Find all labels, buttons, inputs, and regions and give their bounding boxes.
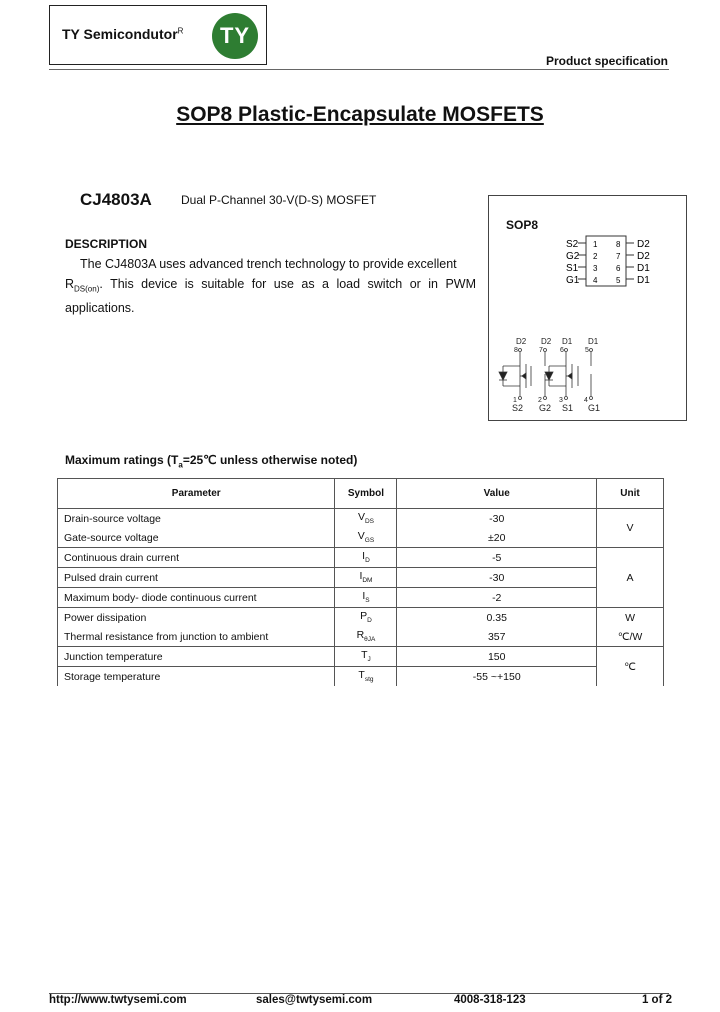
value-cell: -30 [397, 509, 597, 529]
symbol-cell: $R_{\theta JA}$ [335, 627, 397, 647]
symbol-cell: $V_{DS}$ [335, 509, 397, 529]
value-cell: 0.35 [397, 608, 597, 628]
table-header-row [58, 479, 664, 509]
logo-box [49, 5, 267, 65]
value-cell: -30 [397, 568, 597, 588]
description-body [65, 255, 476, 318]
pin-right-name: D2 [637, 251, 650, 262]
param-cell: Power dissipation [58, 608, 335, 628]
symbol-cell: $I_D$ [335, 548, 397, 568]
schem-top-num: 7 [539, 347, 543, 354]
schem-bottom-num: 1 [513, 397, 517, 404]
param-cell: Pulsed drain current [58, 568, 335, 588]
param-cell: Maximum body- diode continuous current [58, 588, 335, 608]
schem-bottom-name: G2 [539, 403, 552, 413]
footer-email-link[interactable]: sales@twtysemi.com [256, 994, 373, 1006]
pin-left-num: 2 [593, 252, 598, 261]
pinout-right [616, 239, 650, 286]
pin-left-name: S2 [566, 239, 579, 250]
ty-logo: TY [212, 13, 258, 59]
value-cell: -5 [397, 548, 597, 568]
schem-top-num: 6 [560, 347, 564, 354]
schem-bottom-num: 2 [538, 397, 542, 404]
value-cell: ±20 [397, 528, 597, 548]
pin-right-num: 8 [616, 240, 621, 249]
unit-cell: A [597, 548, 664, 608]
unit-cell: V [597, 509, 664, 548]
pin-right-name: D1 [637, 263, 650, 274]
symbol-cell: $I_S$ [335, 588, 397, 608]
param-cell: Junction temperature [58, 647, 335, 667]
brand-name: TY Semicondutor$^R$ [62, 26, 184, 42]
table-row [58, 627, 664, 647]
unit-cell: W [597, 608, 664, 628]
pin-left-name: S1 [566, 263, 579, 274]
part-subtitle: Dual P-Channel 30-V(D-S) MOSFET [181, 193, 377, 207]
param-cell: Drain-source voltage [58, 509, 335, 529]
package-diagram [488, 195, 687, 421]
ratings-title: Maximum ratings ($T_a=25℃$ unless otherwise noted) [65, 453, 358, 470]
schem-bottom-name: G1 [588, 403, 601, 413]
table-row [58, 608, 664, 628]
unit-cell: ℃ [597, 647, 664, 687]
footer-phone: 4008-318-123 [454, 994, 526, 1006]
symbol-cell: $T_{stg}$ [335, 667, 397, 687]
pinout-svg [489, 196, 688, 422]
param-cell: Gate-source voltage [58, 528, 335, 548]
package-label: SOP8 [506, 218, 539, 232]
symbol-cell: $T_J$ [335, 647, 397, 667]
part-number: CJ4803A [80, 190, 152, 209]
footer-page-number: 1 of 2 [641, 994, 672, 1006]
footer-website-link[interactable]: http://www.twtysemi.com [49, 994, 187, 1006]
table-row [58, 528, 664, 548]
pin-left-num: 4 [593, 276, 598, 285]
pin-right-num: 6 [616, 264, 621, 273]
param-cell: Continuous drain current [58, 548, 335, 568]
value-cell: 150 [397, 647, 597, 667]
header-symbol: Symbol [335, 479, 397, 509]
header-parameter: Parameter [58, 479, 335, 509]
table-row [58, 667, 664, 687]
pin-left-name: G1 [566, 275, 580, 286]
header-unit: Unit [597, 479, 664, 509]
description-heading: DESCRIPTION [65, 237, 148, 251]
pin-left-num: 3 [593, 264, 598, 273]
schem-bottom-name: S1 [562, 403, 574, 413]
schem-bottom-num: 3 [559, 397, 563, 404]
pin-left-name: G2 [566, 251, 580, 262]
unit-cell: ℃/W [597, 627, 664, 647]
schem-top-name: D1 [588, 337, 599, 346]
schem-top-name: D2 [516, 337, 527, 346]
symbol-cell: $V_{GS}$ [335, 528, 397, 548]
symbol-cell: $P_D$ [335, 608, 397, 628]
table-row [58, 647, 664, 667]
schem-bottom-name: S2 [512, 403, 524, 413]
schem-top-name: D1 [562, 337, 573, 346]
ratings-table [57, 478, 664, 686]
symbol-cell: $I_{DM}$ [335, 568, 397, 588]
pin-right-name: D2 [637, 239, 650, 250]
schem-bottom-num: 4 [584, 397, 588, 404]
header-value: Value [397, 479, 597, 509]
value-cell: -2 [397, 588, 597, 608]
header-divider [49, 69, 669, 70]
pin-right-num: 7 [616, 252, 621, 261]
value-cell: -55 ~+150 [397, 667, 597, 687]
mosfet-schematic [499, 337, 600, 413]
value-cell: 357 [397, 627, 597, 647]
table-row [58, 568, 664, 588]
description-line-3: applications. [65, 300, 135, 315]
product-spec-label: Product specification [545, 54, 668, 68]
registered-mark: R [177, 26, 184, 36]
pin-right-name: D1 [637, 275, 650, 286]
schem-top-name: D2 [541, 337, 552, 346]
pin-right-num: 5 [616, 276, 621, 285]
table-row [58, 548, 664, 568]
schem-top-num: 8 [514, 347, 518, 354]
table-row [58, 509, 664, 529]
pinout-left [566, 239, 598, 286]
param-cell: Thermal resistance from junction to ambient [58, 627, 335, 647]
param-cell: Storage temperature [58, 667, 335, 687]
description-line-1: The CJ4803A uses advanced trench technology to provide excellent [80, 257, 457, 271]
description-line-2: $R_{DS(on)}$. This device is suitable for use as a load switch or in PWM [65, 276, 476, 293]
schem-top-num: 5 [585, 347, 589, 354]
pin-left-num: 1 [593, 240, 598, 249]
table-row [58, 588, 664, 608]
page-title: SOP8 Plastic-Encapsulate MOSFETS [176, 103, 544, 126]
